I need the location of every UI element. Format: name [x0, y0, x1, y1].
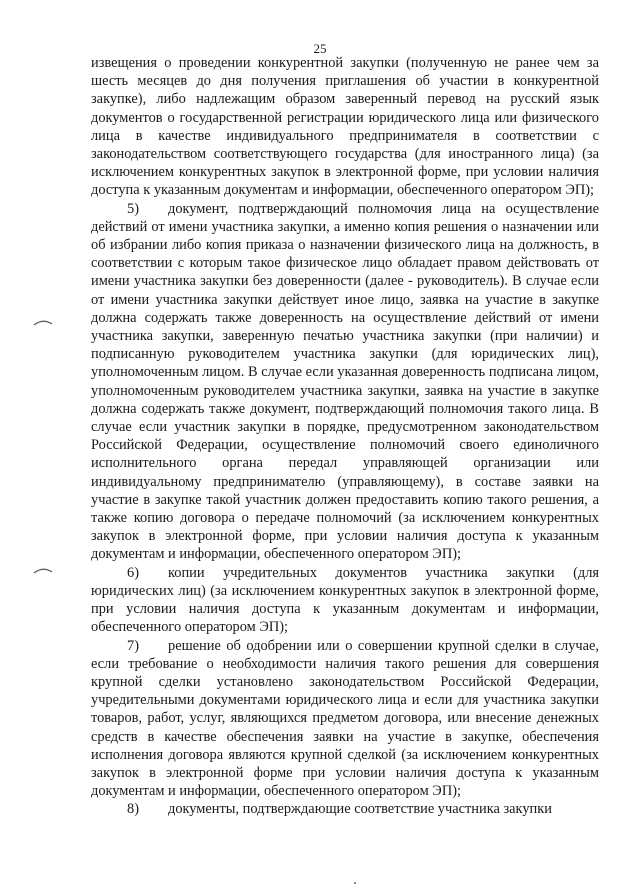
list-item — [91, 564, 599, 637]
list-item — [91, 637, 599, 801]
list-item — [91, 800, 599, 818]
scan-speck — [354, 882, 356, 884]
margin-mark — [33, 566, 53, 574]
item-number: 5) — [127, 200, 139, 217]
continuation-paragraph: извещения о проведении конкурентной закупки (полученную не ранее чем за шесть месяцев до дня получения приглашения об участии в конкурентной закупке), либо надлежащим образом заверенный перевод на русский язык документов о государственной регистрации юридического лица или физического лица в качестве индивидуального предпринимателя в соответствии с законодательством соответствующего государства (для иностранного лица) (за исключением конкурентных закупок в электронной форме, при условии наличия доступа к указанным документам и информации, обеспеченного оператором ЭП); — [91, 55, 599, 199]
list-item — [91, 200, 599, 564]
page-number: 25 — [313, 41, 327, 56]
item-text: документы, подтверждающие соответствие участника закупки — [168, 801, 552, 818]
document-body — [91, 54, 599, 819]
item-number: 8) — [127, 801, 139, 818]
item-text: решение об одобрении или о совершении крупной сделки в случае, если требование о необходимости наличия такого решения для совершения крупной сделки установлено законодательством Российской Федерации, учредительными документами юридического лица и если для участника закупки товаров, работ, услуг, являющихся предметом договора, или внесение денежных средств в качестве обеспечения заявки на участие в закупке, обеспечения исполнения договора являются крупной сделкой (за исключением конкурентных закупок в электронной форме при условии наличия доступа к указанным документам и информации, обеспеченного оператором ЭП); — [91, 637, 599, 800]
item-number: 6) — [127, 564, 139, 581]
item-text: документ, подтверждающий полномочия лица на осуществление действий от имени участника закупки, а именно копия решения о назначении или об избрании либо копия приказа о назначении физического лица на должность, в соответствии с которым такое физическое лицо обладает правом действовать от имени участника закупки без доверенности (далее - руководитель). В случае если от имени участника закупки действует иное лицо, заявка на участие в закупке должна содержать также доверенность на осуществление действий от имени участника закупки, заверенную печатью участника закупки (при наличии) и подписанную руководителем участника закупки (для юридических лиц), уполномоченным лицом. В случае если указанная доверенность подписана лицом, уполномоченным руководителем участника закупки, заявка на участие в закупке должна содержать также документ, подтверждающий полномочия такого лица. В случае если участник закупки в порядке, предусмотренном законодательством Российской Федерации, осуществление полномочий своего единоличного исполнительного органа передал управляющей организации или индивидуальному предпринимателю (управляющему), в составе заявки на участие в закупке такой участник должен предоставить копию такого решения, а также копию договора о передаче полномочий (за исключением конкурентных закупок в электронной форме, при условии наличия доступа к указанным документам и информации, обеспеченного оператором ЭП); — [91, 200, 599, 563]
margin-mark — [33, 318, 53, 326]
item-number: 7) — [127, 637, 139, 654]
item-text: копии учредительных документов участника закупки (для юридических лиц) (за исключением конкурентных закупок в электронной форме, при условии наличия доступа к указанным документам и информации, обеспеченного оператором ЭП); — [91, 564, 599, 636]
